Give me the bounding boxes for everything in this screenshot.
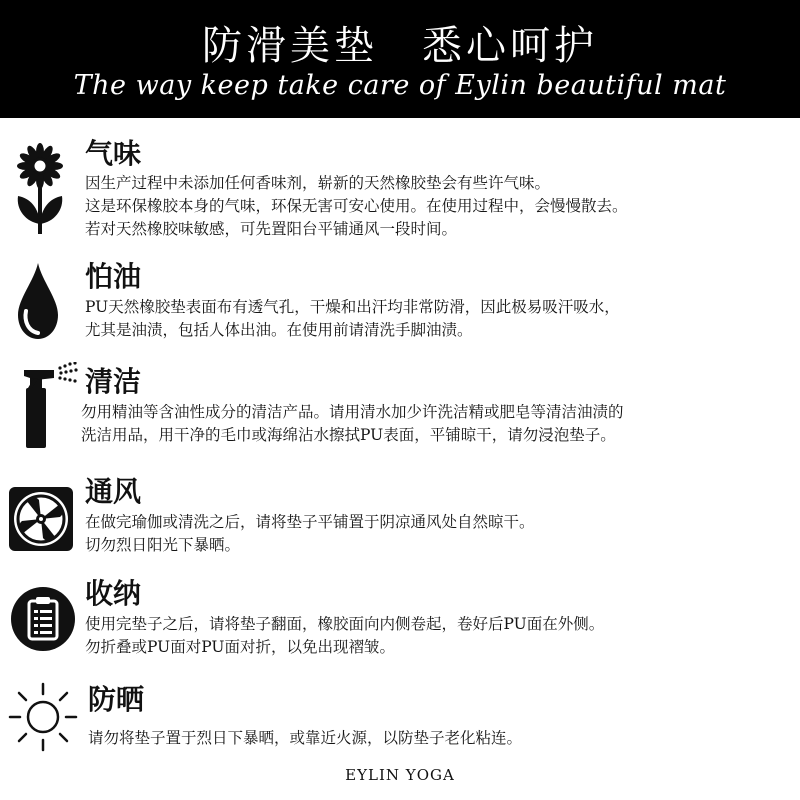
section-text-oil [85,296,620,342]
text-line: PU天然橡胶垫表面布有透气孔，干燥和出汗均非常防滑，因此极易吸汗吸水， [85,298,620,316]
section-title-oil: 怕油 [85,260,142,293]
text-line: 勿用精油等含油性成分的清洁产品。请用清水加少许洗洁精或肥皂等清洁油渍的 [81,403,624,421]
sun-icon [6,680,80,754]
section-text-smell [85,172,628,241]
page-subtitle: The way keep take care of Eylin beautiful mat [73,70,727,101]
section-smell [0,130,800,245]
header-banner [0,0,800,118]
text-line: 这是环保橡胶本身的气味，环保无害可安心使用。在使用过程中，会慢慢散去。 [85,197,628,215]
section-ventilation [0,470,800,565]
section-cleaning [0,360,800,460]
text-line: 因生产过程中未添加任何香味剂，崭新的天然橡胶垫会有些许气味。 [85,174,551,192]
section-oil [0,255,800,350]
section-title-smell: 气味 [85,137,142,170]
section-title-ventilation: 通风 [85,475,142,508]
text-line: 尤其是油渍，包括人体出油。在使用前请清洗手脚油渍。 [85,321,473,339]
section-text-cleaning [81,401,624,447]
section-text-sun-protection [88,727,522,750]
clipboard-icon [10,586,76,652]
text-line: 使用完垫子之后，请将垫子翻面，橡胶面向内侧卷起，卷好后PU面在外侧。 [85,615,605,633]
section-title-sun-protection: 防晒 [88,683,145,716]
section-storage [0,572,800,672]
section-title-storage: 收纳 [85,577,142,610]
text-line: 洗洁用品，用干净的毛巾或海绵沾水擦拭PU表面，平铺晾干，请勿浸泡垫子。 [81,426,616,444]
text-line: 请勿将垫子置于烈日下暴晒，或靠近火源，以防垫子老化粘连。 [88,729,523,747]
text-line: 勿折叠或PU面对PU面对折，以免出现褶皱。 [85,638,395,656]
oil-drop-icon [16,261,60,341]
section-text-storage [85,613,604,659]
text-line: 在做完瑜伽或清洗之后，请将垫子平铺置于阴凉通风处自然晾干。 [85,513,535,531]
spray-bottle-icon [20,362,80,452]
flower-icon [8,140,72,240]
fan-icon [8,486,74,552]
section-text-ventilation [85,511,535,557]
section-sun-protection [0,678,800,763]
text-line: 切勿烈日阳光下暴晒。 [85,536,241,554]
page-title: 防滑美垫 悉心呵护 [202,23,598,69]
text-line: 若对天然橡胶味敏感，可先置阳台平铺通风一段时间。 [85,220,458,238]
footer-brand: EYLIN YOGA [345,766,455,784]
section-title-cleaning: 清洁 [85,365,142,398]
